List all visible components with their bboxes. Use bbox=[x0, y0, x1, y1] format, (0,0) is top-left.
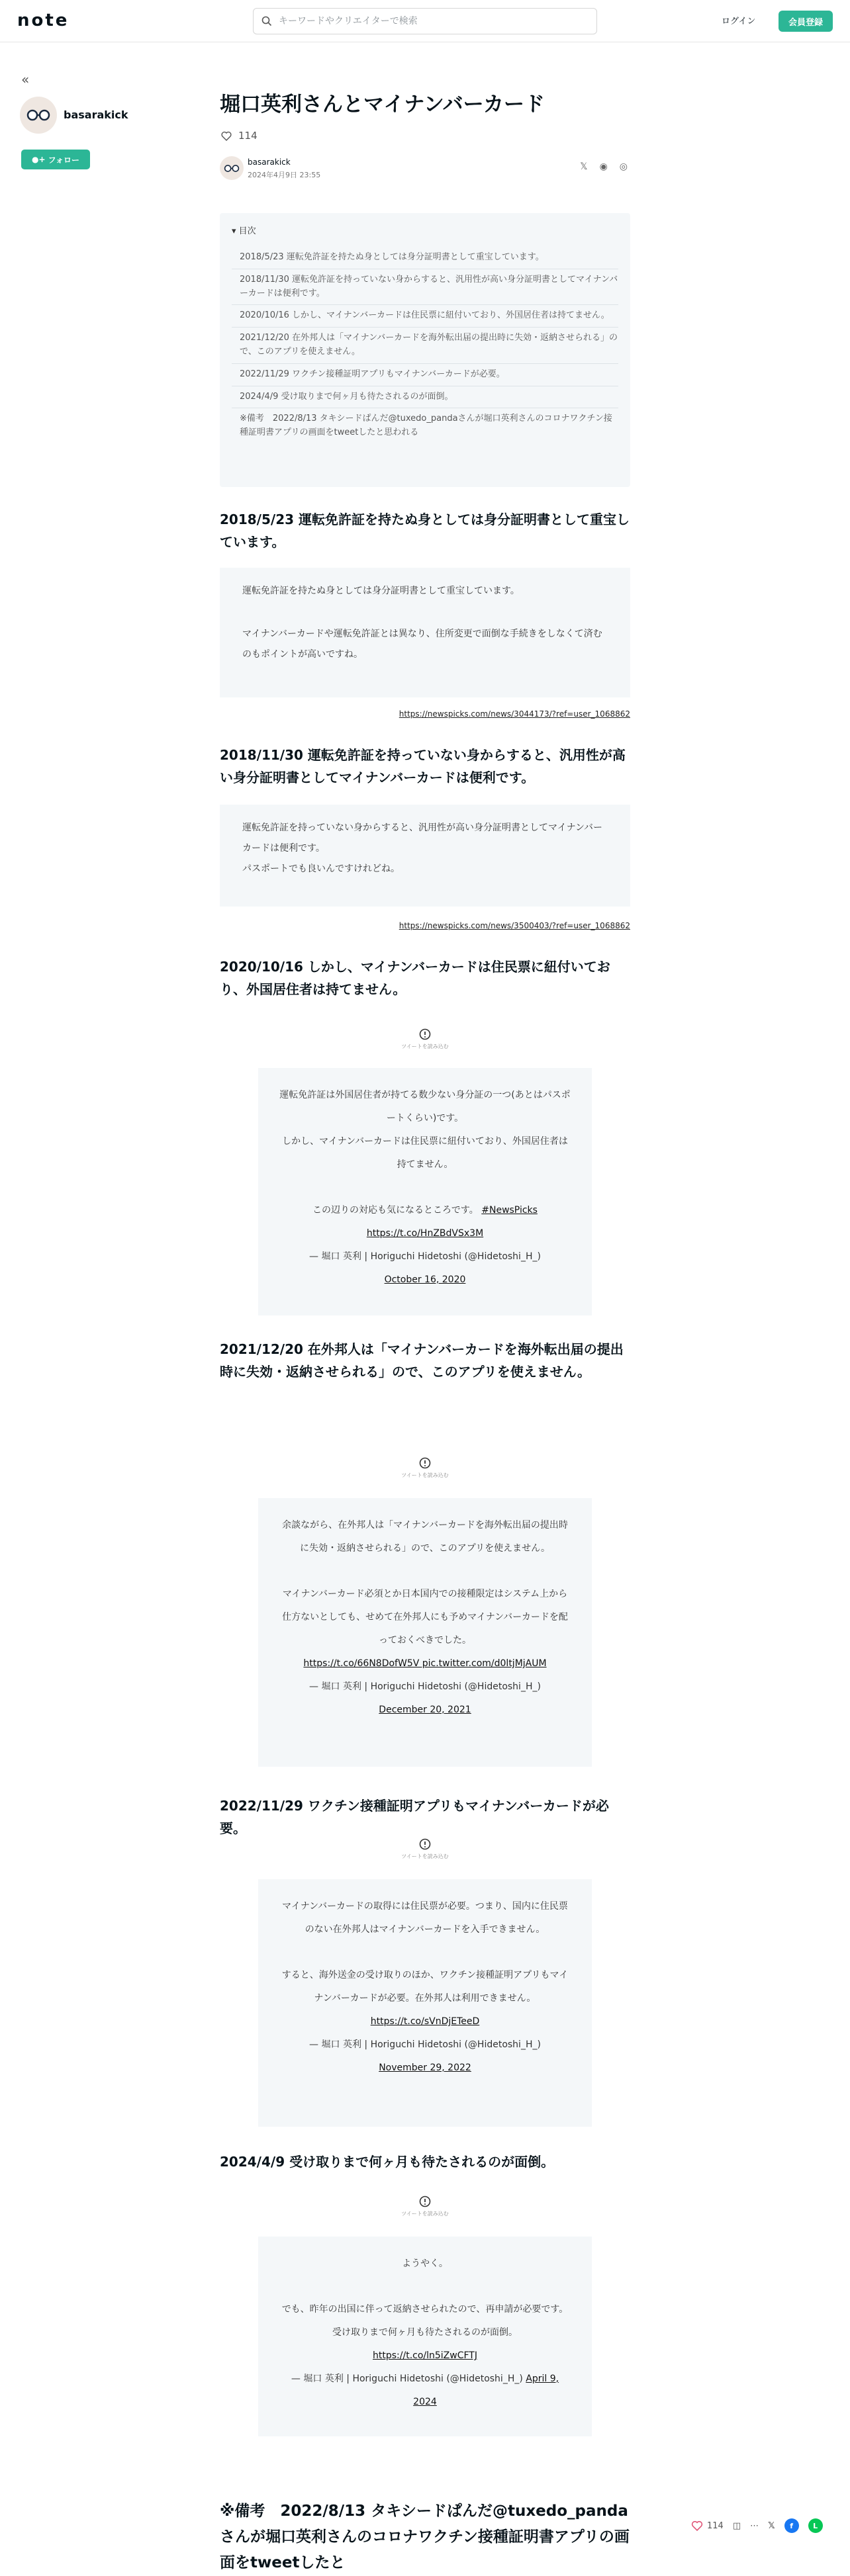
toc-item[interactable]: 2021/12/20 在外邦人は「マイナンバーカードを海外転出届の提出時に失効・返納させられる」ので、このアプリを使えません。 bbox=[232, 328, 618, 364]
source-link[interactable]: https://newspicks.com/news/3044173/?ref=user_1068862 bbox=[399, 709, 630, 719]
tweet-loader bbox=[401, 1457, 449, 1479]
section-heading: 2021/12/20 在外邦人は「マイナンバーカードを海外転出届の提出時に失効・返納させられる」ので、このアプリを使えません。 bbox=[220, 1341, 624, 1380]
tweet-text: しかし、マイナンバーカードは住民票に紐付いており、外国居住者は持てません。 bbox=[282, 1136, 568, 1170]
glasses-icon bbox=[223, 164, 240, 173]
x-share-icon[interactable]: 𝕏 bbox=[580, 161, 588, 172]
signup-button[interactable]: 会員登録 bbox=[779, 11, 833, 32]
section-heading: 2022/11/29 ワクチン接種証明アプリもマイナンバーカードが必要。 bbox=[220, 1798, 609, 1836]
tweet-text: でも、昨年の出国に伴って返納させられたので、再申請が必要です。受け取りまで何ヶ月も待たされるのが面倒。 bbox=[281, 2304, 569, 2338]
hashtag-link[interactable]: #NewsPicks bbox=[481, 1205, 538, 1216]
tweet-date-link[interactable]: November 29, 2022 bbox=[379, 2063, 471, 2073]
note-logo[interactable]: note bbox=[17, 11, 70, 30]
quote-text: 運転免許証を持たぬ身としては身分証明書として重宝しています。 bbox=[242, 586, 520, 596]
tweet-text: マイナンバーカードの取得には住民票が必要。つまり、国内に住民票のない在外邦人はマイナンバーカードを入手できません。 bbox=[282, 1901, 568, 1935]
like-counter[interactable] bbox=[221, 130, 258, 142]
tweet-link[interactable]: https://t.co/sVnDjETeeD bbox=[370, 2016, 480, 2027]
info-icon bbox=[419, 1457, 431, 1469]
tweet-link[interactable]: https://t.co/HnZBdVSx3M bbox=[366, 1228, 484, 1239]
toc-item[interactable]: 2020/10/16 しかし、マイナンバーカードは住民票に紐付いており、外国居住者は持てません。 bbox=[232, 305, 618, 328]
meta-author[interactable]: basarakick bbox=[248, 157, 291, 167]
tweet-byline: — 堀口 英利 | Horiguchi Hidetoshi (@Hidetoshi_H_) bbox=[291, 2374, 523, 2384]
top-header bbox=[0, 0, 850, 42]
embedded-tweet bbox=[258, 1068, 592, 1315]
follow-label: フォロー bbox=[48, 155, 79, 165]
quote-text: パスポートでも良いんですけれどね。 bbox=[242, 863, 400, 874]
toc-item[interactable]: ※備考 2022/8/13 タキシードぱんだ@tuxedo_pandaさんが堀口英利さんのコロナワクチン接種証明書アプリの画面をtweetしたと思われる bbox=[240, 414, 612, 438]
x-share-icon[interactable]: 𝕏 bbox=[768, 2520, 775, 2531]
embedded-tweet bbox=[258, 1498, 592, 1767]
section-heading: 2018/5/23 運転免許証を持たぬ身としては身分証明書として重宝しています。 bbox=[220, 511, 630, 550]
tweet-link[interactable]: https://t.co/ln5iZwCFTJ bbox=[373, 2350, 477, 2361]
info-icon bbox=[419, 1028, 431, 1040]
like-count: 114 bbox=[707, 2520, 724, 2531]
article-title: 堀口英利さんとマイナンバーカード bbox=[220, 93, 545, 116]
blockquote bbox=[220, 568, 630, 697]
collapse-sidebar-icon[interactable]: « bbox=[21, 71, 30, 87]
tweet-loader-label: ツイートを読み込む bbox=[401, 1853, 449, 1859]
tweet-text: マイナンバーカード必須とか日本国内での接種限定はシステム上から仕方ないとしても、せめて在外邦人にも予めマイナンバーカードを配っておくべきでした。 bbox=[282, 1589, 568, 1646]
section-heading: 2020/10/16 しかし、マイナンバーカードは住民票に紐付いており、外国居住者は持てません。 bbox=[220, 959, 610, 997]
tweet-text: この辺りの対応も気になるところです。 bbox=[312, 1205, 479, 1216]
tweet-byline: — 堀口 英利 | Horiguchi Hidetoshi (@Hidetoshi_H_) bbox=[309, 1251, 541, 1262]
search-icon bbox=[261, 16, 272, 26]
share-buttons bbox=[580, 161, 628, 172]
quote-text: マイナンバーカードや運転免許証とは異なり、住所変更で面倒な手続きをしなくて済むのもポイントが高いですね。 bbox=[242, 628, 602, 660]
tweet-date-link[interactable]: October 16, 2020 bbox=[384, 1274, 466, 1285]
section-heading: ※備考 2022/8/13 タキシードぱんだ@tuxedo_pandaさんが堀口英利さんのコロナワクチン接種証明書アプリの画面をtweetしたと bbox=[220, 2503, 630, 2572]
blockquote bbox=[220, 805, 630, 907]
tweet-date-link[interactable]: April 9, 2024 bbox=[413, 2374, 559, 2407]
more-icon[interactable]: ⋯ bbox=[750, 2520, 759, 2531]
facebook-share-icon[interactable]: f bbox=[784, 2518, 799, 2533]
tweet-loader-label: ツイートを読み込む bbox=[401, 1044, 449, 1049]
sidebar-author-name[interactable]: basarakick bbox=[64, 109, 128, 121]
magazine-add-icon[interactable]: ◫ bbox=[732, 2520, 741, 2531]
heart-icon bbox=[221, 131, 232, 141]
tweet-text: ようやく。 bbox=[402, 2258, 448, 2269]
info-icon bbox=[419, 2196, 431, 2207]
meta-avatar[interactable] bbox=[220, 156, 244, 180]
tweet-link[interactable]: https://t.co/66N8DofW5V pic.twitter.com/d0ltjMjAUM bbox=[303, 1658, 547, 1669]
search-box[interactable] bbox=[253, 8, 597, 34]
toc-item[interactable]: 2022/11/29 ワクチン接種証明アプリもマイナンバーカードが必要。 bbox=[232, 364, 618, 386]
tweet-loader-label: ツイートを読み込む bbox=[401, 1472, 449, 1478]
embedded-tweet bbox=[258, 1879, 592, 2127]
article-meta bbox=[220, 156, 630, 180]
glasses-icon bbox=[25, 109, 52, 122]
tweet-date-link[interactable]: December 20, 2021 bbox=[379, 1705, 471, 1715]
toc-item[interactable]: 2024/4/9 受け取りまで何ヶ月も待たされるのが面倒。 bbox=[232, 386, 618, 409]
table-of-contents bbox=[220, 213, 630, 487]
embedded-tweet bbox=[258, 2237, 592, 2436]
section-heading: 2024/4/9 受け取りまで何ヶ月も待たされるのが面倒。 bbox=[220, 2154, 555, 2170]
line-share-icon[interactable]: ◎ bbox=[619, 161, 628, 172]
tweet-loader-label: ツイートを読み込む bbox=[401, 2211, 449, 2217]
quote-text: 運転免許証を持っていない身からすると、汎用性が高い身分証明書としてマイナンバーカードは便利です。 bbox=[242, 822, 603, 854]
tweet-loader bbox=[401, 1838, 449, 1860]
info-icon bbox=[419, 1838, 431, 1850]
toc-toggle[interactable]: ▾ 目次 bbox=[232, 226, 256, 236]
tweet-byline: — 堀口 英利 | Horiguchi Hidetoshi (@Hidetoshi_H_) bbox=[309, 1681, 541, 1692]
tweet-text: 運転免許証は外国居住者が持てる数少ない身分証の一つ(あとはパスポートくらい)です。 bbox=[279, 1090, 571, 1124]
tweet-text: 余談ながら、在外邦人は「マイナンバーカードを海外転出届の提出時に失効・返納させられる」ので、このアプリを使えません。 bbox=[282, 1520, 568, 1554]
floating-action-bar bbox=[691, 2518, 823, 2533]
login-link[interactable]: ログイン bbox=[722, 17, 756, 26]
tweet-byline: — 堀口 英利 | Horiguchi Hidetoshi (@Hidetoshi_H_) bbox=[309, 2039, 541, 2050]
add-user-icon: ●+ bbox=[32, 155, 46, 164]
like-count: 114 bbox=[238, 130, 258, 142]
tweet-loader bbox=[401, 2196, 449, 2217]
publish-date: 2024年4月9日 23:55 bbox=[248, 171, 321, 179]
facebook-share-icon[interactable]: ◉ bbox=[599, 161, 608, 172]
tweet-text: すると、海外送金の受け取りのほか、ワクチン接種証明アプリもマイナンバーカードが必要。在外邦人は利用できません。 bbox=[281, 1970, 569, 2004]
section-heading: 2018/11/30 運転免許証を持っていない身からすると、汎用性が高い身分証明書としてマイナンバーカードは便利です。 bbox=[220, 747, 626, 785]
toc-item[interactable]: 2018/11/30 運転免許証を持っていない身からすると、汎用性が高い身分証明書としてマイナンバーカードは便利です。 bbox=[232, 269, 618, 306]
caret-down-icon: ▾ bbox=[232, 226, 239, 236]
tweet-loader bbox=[401, 1028, 449, 1050]
source-link[interactable]: https://newspicks.com/news/3500403/?ref=user_1068862 bbox=[399, 921, 630, 930]
like-button[interactable] bbox=[691, 2520, 724, 2531]
search-input[interactable] bbox=[279, 16, 570, 26]
follow-button[interactable] bbox=[21, 150, 90, 169]
line-share-icon[interactable]: L bbox=[808, 2518, 823, 2533]
heart-icon bbox=[691, 2520, 703, 2531]
author-avatar[interactable] bbox=[20, 97, 57, 134]
toc-item[interactable]: 2018/5/23 運転免許証を持たぬ身としては身分証明書として重宝しています。 bbox=[232, 247, 618, 269]
